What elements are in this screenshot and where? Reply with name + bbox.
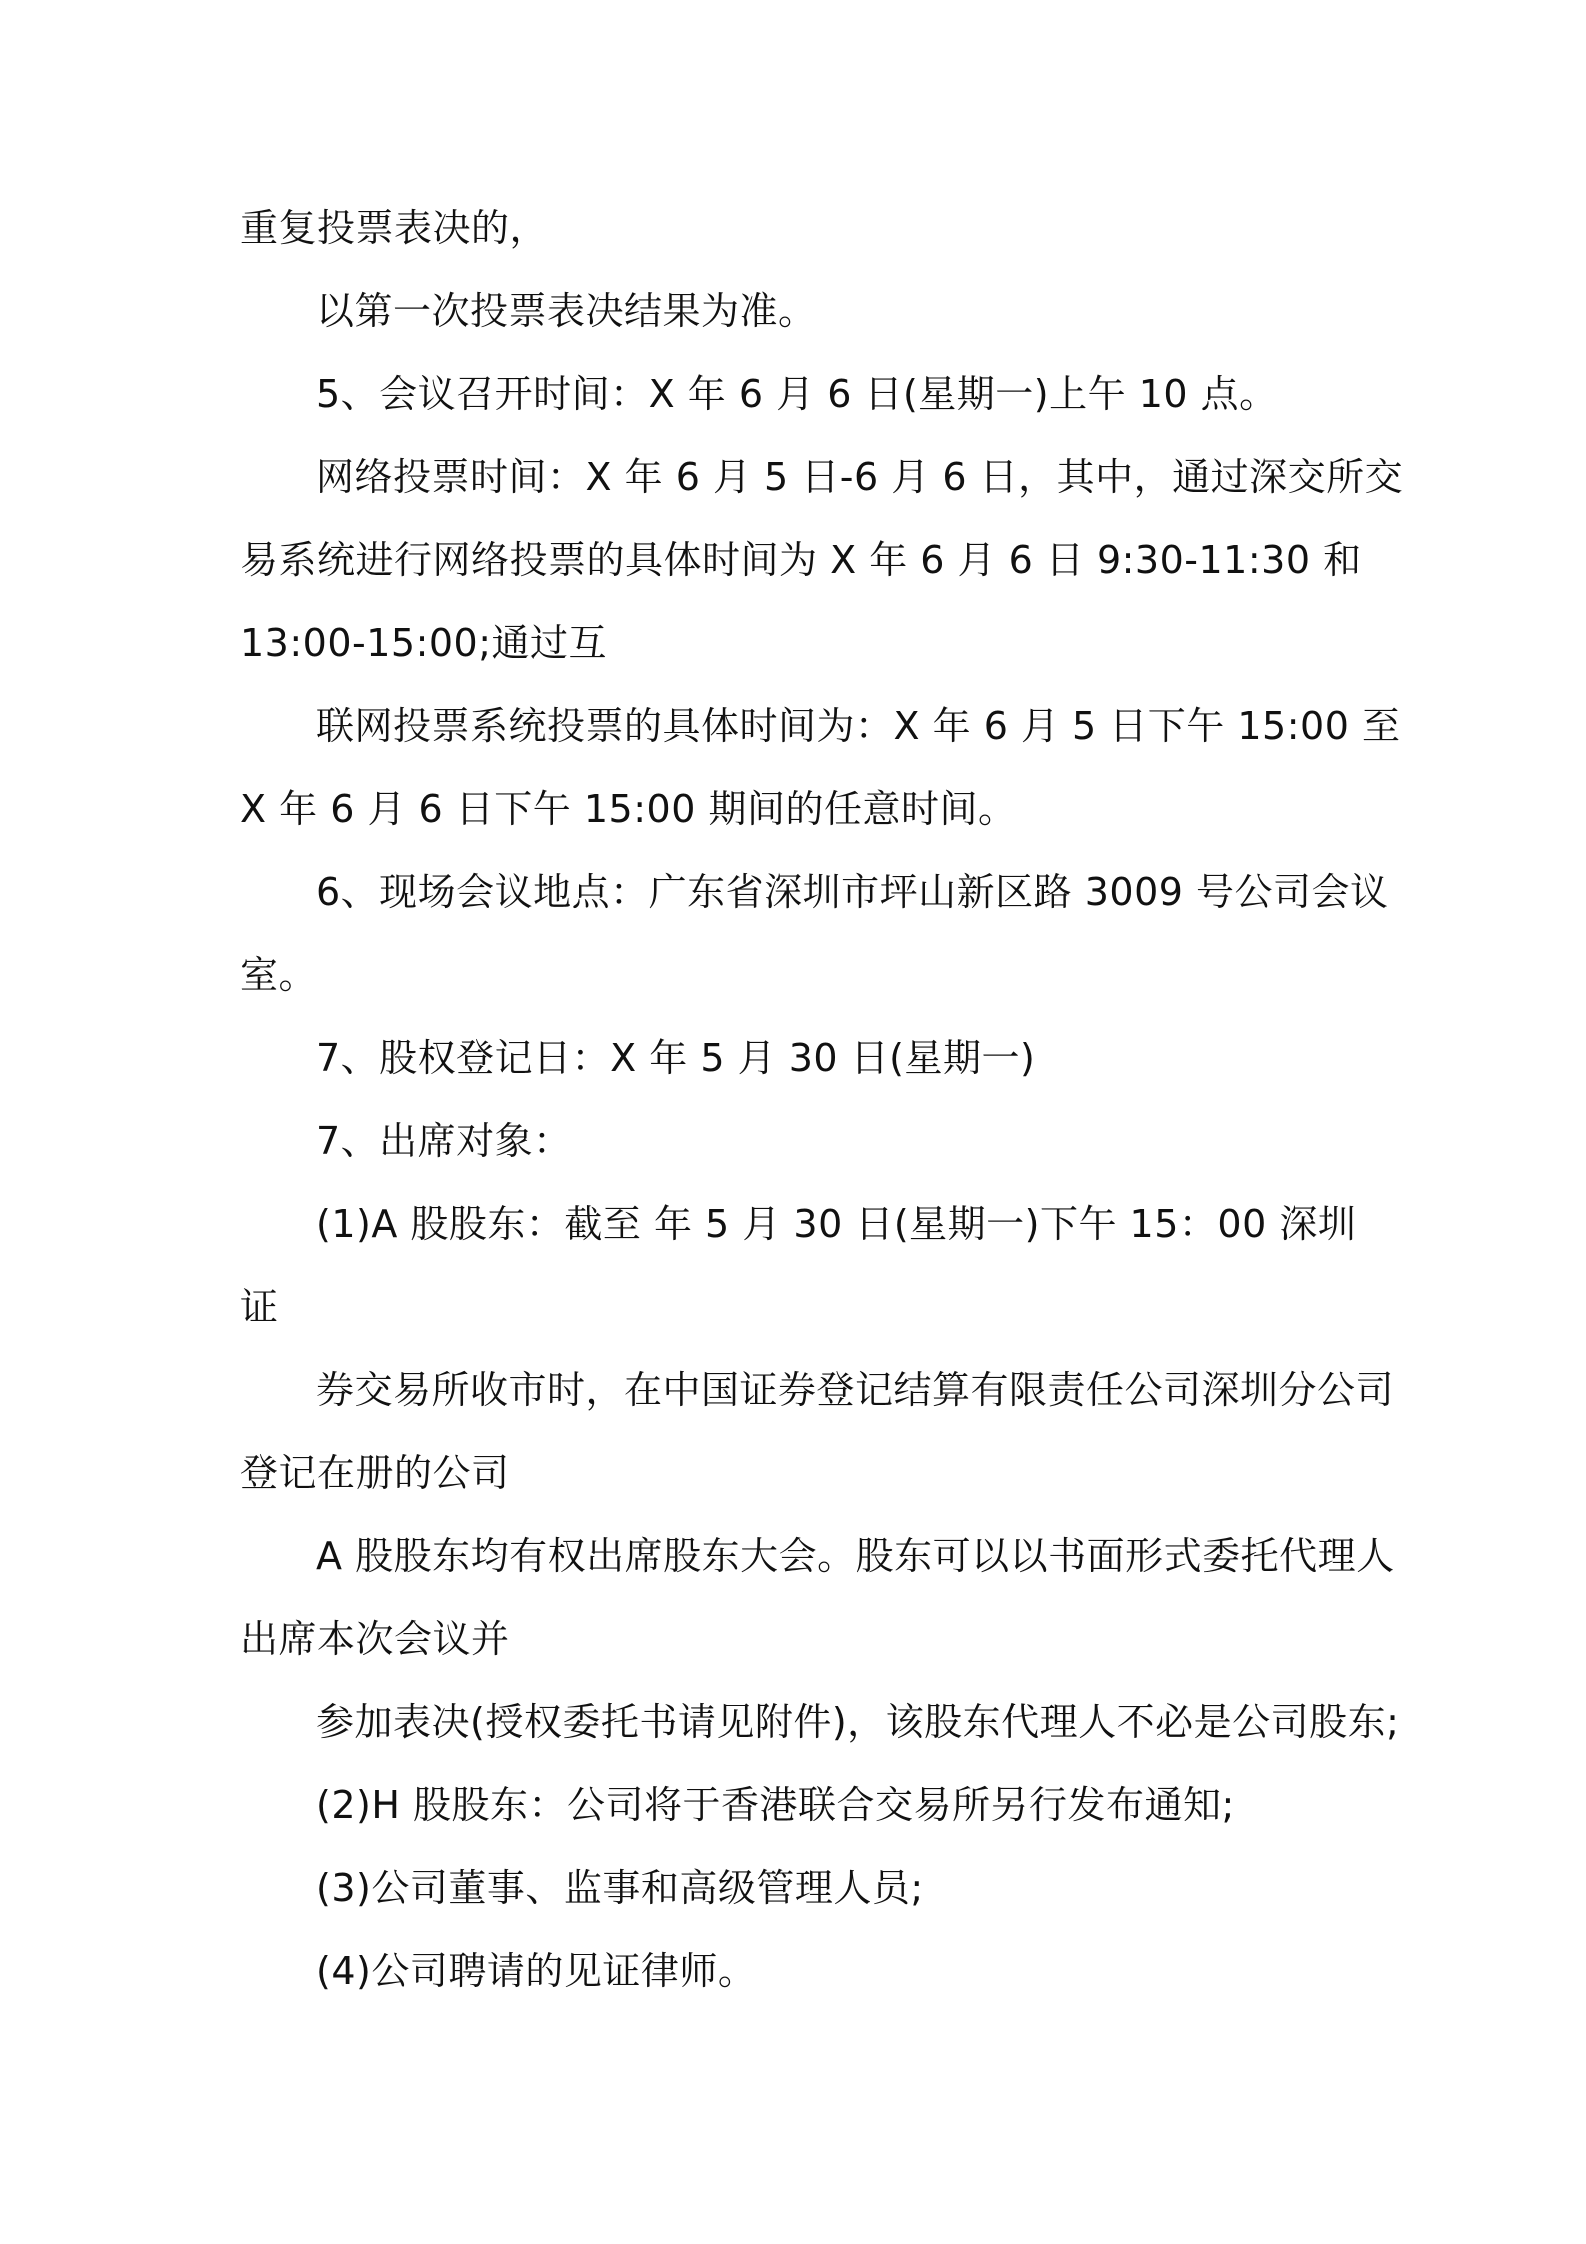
- text-line: A 股股东均有权出席股东大会。股东可以以书面形式委托代理人: [316, 1534, 1395, 1578]
- text-line: 出席本次会议并: [240, 1617, 510, 1661]
- text-line: 7、出席对象：: [316, 1119, 572, 1163]
- text-line: (4)公司聘请的见证律师。: [316, 1949, 757, 1993]
- text-line: 券交易所收市时，在中国证券登记结算有限责任公司深圳分公司: [316, 1368, 1395, 1412]
- text-line: (1)A 股股东：截至 年 5 月 30 日(星期一)下午 15：00 深圳: [316, 1202, 1357, 1246]
- text-line: 以第一次投票表决结果为准。: [316, 289, 817, 333]
- text-line: 室。: [240, 953, 318, 997]
- text-line: 重复投票表决的，: [240, 206, 549, 250]
- text-line: 参加表决(授权委托书请见附件)，该股东代理人不必是公司股东;: [316, 1700, 1400, 1744]
- text-line: X 年 6 月 6 日下午 15:00 期间的任意时间。: [240, 787, 1017, 831]
- text-line: 登记在册的公司: [240, 1451, 510, 1495]
- text-line: (2)H 股股东：公司将于香港联合交易所另行发布通知;: [316, 1783, 1235, 1827]
- text-line: 联网投票系统投票的具体时间为：X 年 6 月 5 日下午 15:00 至: [316, 704, 1401, 748]
- text-line: 5、会议召开时间：X 年 6 月 6 日(星期一)上午 10 点。: [316, 372, 1278, 416]
- text-line: 网络投票时间：X 年 6 月 5 日-6 月 6 日，其中，通过深交所交: [316, 455, 1404, 499]
- text-line: 13:00-15:00;通过互: [240, 621, 608, 665]
- text-line: (3)公司董事、监事和高级管理人员;: [316, 1866, 924, 1910]
- text-line: 证: [240, 1285, 279, 1329]
- text-line: 7、股权登记日：X 年 5 月 30 日(星期一): [316, 1036, 1036, 1080]
- text-line: 6、现场会议地点：广东省深圳市坪山新区路 3009 号公司会议: [316, 870, 1389, 914]
- text-line: 易系统进行网络投票的具体时间为 X 年 6 月 6 日 9:30-11:30 和: [240, 538, 1362, 582]
